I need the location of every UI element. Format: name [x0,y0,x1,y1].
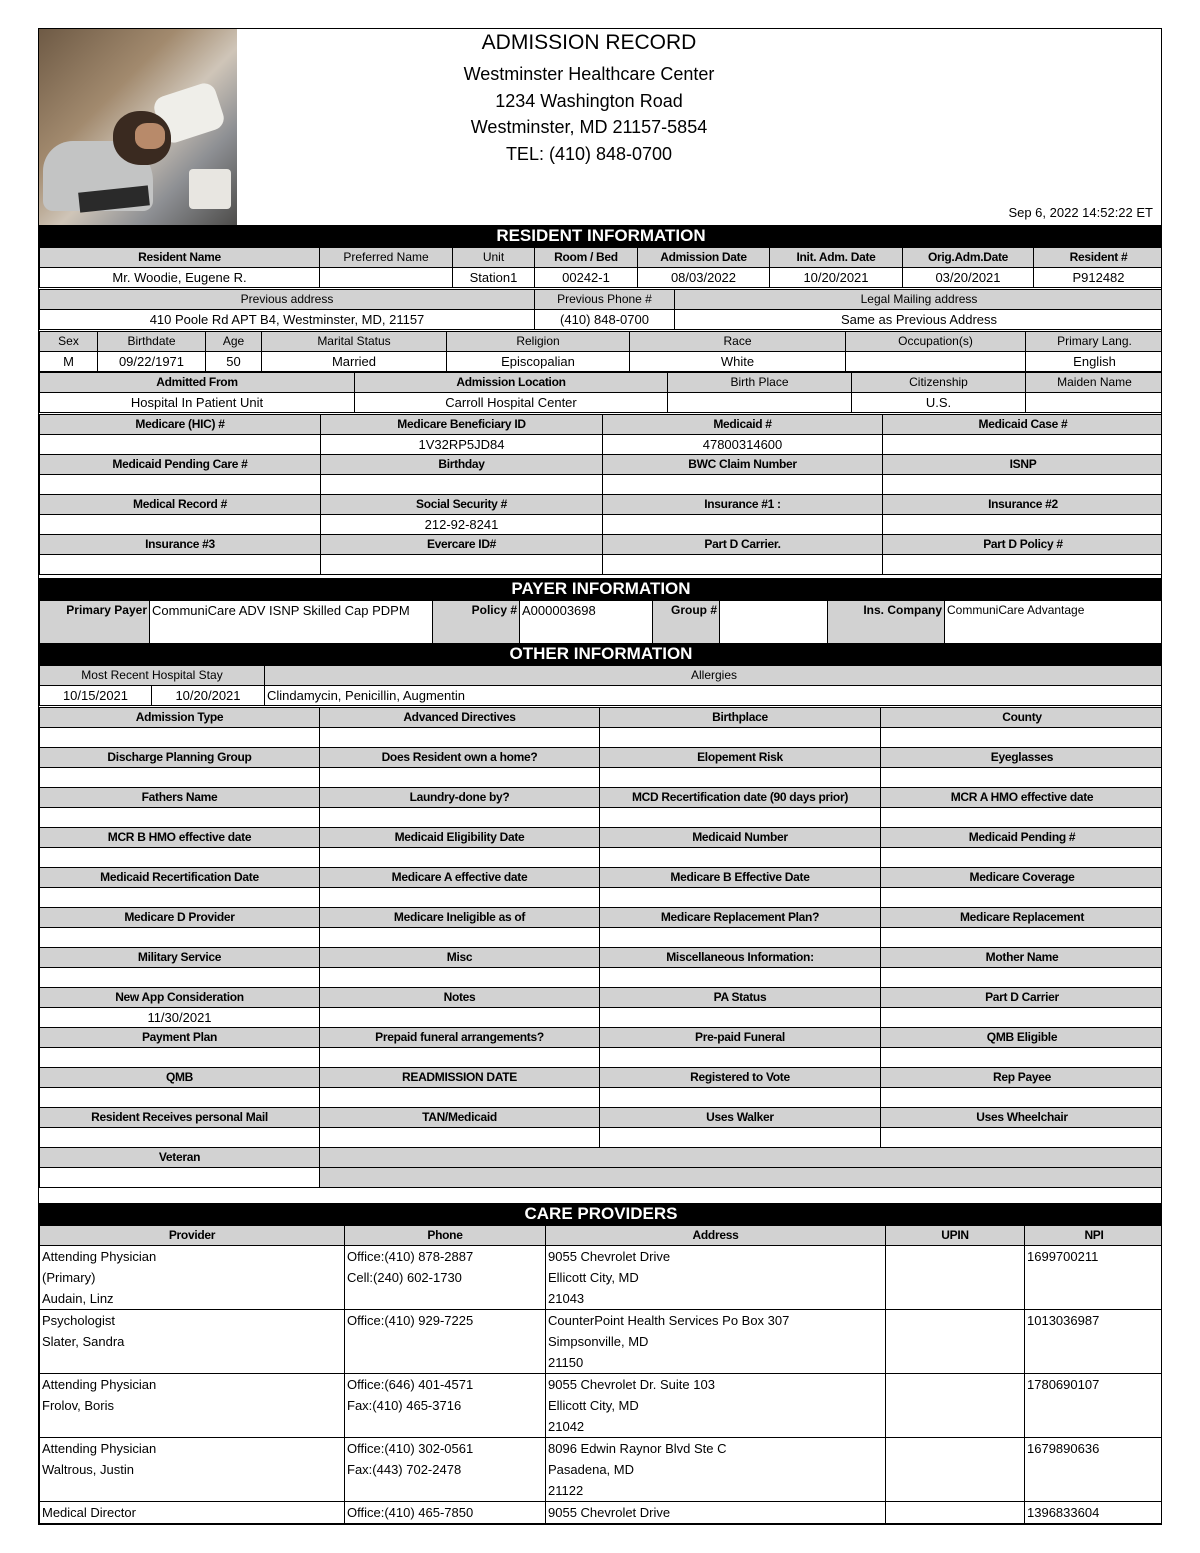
upin-cell [886,1246,1025,1310]
grid-value [40,848,320,868]
provider-cell [40,1438,345,1502]
provider-line: Slater, Sandra [42,1334,125,1349]
grid-value [881,888,1163,908]
grid-value [320,1088,600,1108]
facility-name: Westminster Healthcare Center [463,64,715,84]
grid-label: Prepaid funeral arrangements? [320,1028,600,1048]
value-occupation [846,352,1026,372]
grid-label: Medicare Replacement Plan? [600,908,881,928]
grid-label: QMB Eligible [881,1028,1163,1048]
value-resident-name: Mr. Woodie, Eugene R. [40,268,320,288]
grid-value [40,768,320,788]
value-citizenship: U.S. [852,393,1026,413]
phone-line: Fax:(443) 702-2478 [347,1462,462,1477]
grid-label: Notes [320,988,600,1008]
label-resident-number: Resident # [1034,248,1163,268]
grid-label: Laundry-done by? [320,788,600,808]
phone-line: Office:(410) 302-0561 [347,1441,474,1456]
upin-cell [886,1310,1025,1374]
grid-label: Uses Walker [600,1108,881,1128]
value-marital-status: Married [262,352,447,372]
grid-label: Misc [320,948,600,968]
grid-value [881,728,1163,748]
phone-cell [345,1374,546,1438]
value-preferred-name [320,268,453,288]
grid-label: Medicare Coverage [881,868,1163,888]
address-line: 21043 [548,1291,585,1306]
address-line: 9055 Chevrolet Dr. Suite 103 [548,1377,715,1392]
value-admitted-from: Hospital In Patient Unit [40,393,355,413]
header-npi: NPI [1025,1226,1163,1246]
facility-address-line2: Westminster, MD 21157-5854 [470,117,708,137]
grid-value [883,475,1163,495]
grid-value [40,888,320,908]
label-group: Group # [653,601,720,644]
grid-value [40,968,320,988]
npi-cell: 1396833604 [1025,1502,1163,1524]
grid-value [600,848,881,868]
resident-row4-table [39,372,1162,413]
grid-value [881,928,1163,948]
grid-value [40,1048,320,1068]
phone-line: Office:(410) 465-7850 [347,1505,474,1520]
grid-value [40,515,321,535]
address-line: 21042 [548,1419,585,1434]
label-sex: Sex [40,332,98,352]
value-room-bed: 00242-1 [535,268,638,288]
grid-value [600,888,881,908]
upin-cell [886,1374,1025,1438]
grid-label: Insurance #3 [40,535,321,555]
grid-value [40,555,321,575]
grid-label: Medicare D Provider [40,908,320,928]
grid-value [600,1008,881,1028]
section-other-information: OTHER INFORMATION [39,643,1162,665]
npi-cell: 1013036987 [1025,1310,1163,1374]
grid-value [600,928,881,948]
value-birthdate: 09/22/1971 [98,352,206,372]
section-resident-information: RESIDENT INFORMATION [39,225,1162,247]
grid-value [881,968,1163,988]
value-admission-date: 08/03/2022 [638,268,770,288]
grid-value [40,928,320,948]
grid-value [603,515,883,535]
grid-label: Admission Type [40,708,320,728]
grid-value [600,808,881,828]
grid-label: Mother Name [881,948,1163,968]
address-line: 21150 [548,1355,584,1370]
grid-label: Part D Carrier. [603,535,883,555]
print-timestamp: Sep 6, 2022 14:52:22 ET [1008,205,1153,220]
grid-value [881,1128,1163,1148]
grid-label: ISNP [883,455,1163,475]
header-upin: UPIN [886,1226,1025,1246]
document-title: ADMISSION RECORD [481,31,697,54]
grid-label: Part D Policy # [883,535,1163,555]
npi-cell: 1679890636 [1025,1438,1163,1502]
provider-line: (Primary) [42,1270,96,1285]
grid-value [320,728,600,748]
phone-line: Office:(646) 401-4571 [347,1377,474,1392]
grid-label: Social Security # [321,495,603,515]
grid-value [40,475,321,495]
address-line: 9055 Chevrolet Drive [548,1249,671,1264]
label-marital-status: Marital Status [262,332,447,352]
grid-label: Medicare Beneficiary ID [321,415,603,435]
value-resident-number: P912482 [1034,268,1163,288]
label-allergies: Allergies [265,666,1163,686]
grid-label: Medicaid Recertification Date [40,868,320,888]
care-providers-table [39,1225,1162,1524]
grid-value [40,728,320,748]
provider-line: Medical Director [42,1505,136,1520]
provider-line: Frolov, Boris [42,1398,114,1413]
provider-cell [40,1374,345,1438]
grid-value [883,555,1163,575]
address-line: Pasadena, MD [548,1462,634,1477]
value-previous-phone: (410) 848-0700 [535,310,675,330]
phone-line: Office:(410) 878-2887 [347,1249,474,1264]
grid-value [40,435,321,455]
value-stay-to: 10/20/2021 [152,686,265,706]
label-ins-company: Ins. Company [828,601,945,644]
label-policy: Policy # [433,601,520,644]
provider-line: Attending Physician [42,1249,157,1264]
admission-record-page [38,28,1162,1525]
value-policy: A000003698 [520,601,653,644]
address-line: 8096 Edwin Raynor Blvd Ste C [548,1441,727,1456]
label-citizenship: Citizenship [852,373,1026,393]
address-line: 9055 Chevrolet Drive [548,1505,671,1520]
grid-value [320,808,600,828]
label-maiden-name: Maiden Name [1026,373,1163,393]
value-legal-mailing-address: Same as Previous Address [675,310,1163,330]
value-sex: M [40,352,98,372]
grid-value [320,848,600,868]
grid-value [320,928,600,948]
grid-label: Medicaid Number [600,828,881,848]
label-admitted-from: Admitted From [40,373,355,393]
value-primary-language: English [1026,352,1163,372]
grid-value [603,475,883,495]
resident-row2-table [39,289,1162,330]
payer-table [39,600,1162,644]
grid-label: Registered to Vote [600,1068,881,1088]
address-line: 21122 [548,1483,584,1498]
value-stay-from: 10/15/2021 [40,686,152,706]
grid-value [600,968,881,988]
resident-photo [39,29,237,225]
npi-cell: 1699700211 [1025,1246,1163,1310]
grid-label: Medicare B Effective Date [600,868,881,888]
grid-value [320,1008,600,1028]
grid-value [600,768,881,788]
value-birth-place [668,393,852,413]
grid-value [40,1088,320,1108]
grid-label: Rep Payee [881,1068,1163,1088]
value-age: 50 [206,352,262,372]
grid-label: Insurance #1 : [603,495,883,515]
facility-address-line1: 1234 Washington Road [495,91,683,111]
grid-label: Does Resident own a home? [320,748,600,768]
provider-line: Attending Physician [42,1441,157,1456]
grid-value [321,555,603,575]
provider-cell [40,1310,345,1374]
grid-value [883,435,1163,455]
grid-value [603,555,883,575]
grid-value [600,1088,881,1108]
npi-cell: 1780690107 [1025,1374,1163,1438]
grid-label: Medicare A effective date [320,868,600,888]
label-legal-mailing-address: Legal Mailing address [675,290,1163,310]
veteran-spacer [320,1148,1163,1168]
phone-cell [345,1310,546,1374]
address-line: CounterPoint Health Services Po Box 307 [548,1313,790,1328]
label-admission-location: Admission Location [355,373,668,393]
provider-line: Psychologist [42,1313,115,1328]
address-line: Ellicott City, MD [548,1398,639,1413]
grid-value [40,808,320,828]
grid-label: Pre-paid Funeral [600,1028,881,1048]
grid-label: Insurance #2 [883,495,1163,515]
other-info-grid [39,707,1162,1188]
grid-label: Eyeglasses [881,748,1163,768]
provider-cell [40,1502,345,1524]
resident-row1-table [39,247,1162,288]
header-address: Address [546,1226,886,1246]
grid-label: Medicaid Pending # [881,828,1163,848]
grid-label: County [881,708,1163,728]
value-veteran [40,1168,320,1188]
label-occupation: Occupation(s) [846,332,1026,352]
grid-label: Fathers Name [40,788,320,808]
label-primary-payer: Primary Payer [40,601,150,644]
grid-label: New App Consideration [40,988,320,1008]
grid-value: 1V32RP5JD84 [321,435,603,455]
grid-label: Medical Record # [40,495,321,515]
veteran-spacer [320,1168,1163,1188]
address-cell [546,1310,886,1374]
grid-value [40,1128,320,1148]
provider-row [40,1246,1163,1310]
value-allergies: Clindamycin, Penicillin, Augmentin [265,686,1163,706]
value-previous-address: 410 Poole Rd APT B4, Westminster, MD, 21157 [40,310,535,330]
value-unit: Station1 [453,268,535,288]
grid-label: Evercare ID# [321,535,603,555]
grid-value [881,1088,1163,1108]
grid-value [881,1008,1163,1028]
label-orig-adm-date: Orig.Adm.Date [903,248,1034,268]
phone-line: Office:(410) 929-7225 [347,1313,474,1328]
grid-value [881,848,1163,868]
phone-line: Fax:(410) 465-3716 [347,1398,462,1413]
label-room-bed: Room / Bed [535,248,638,268]
address-cell [546,1502,886,1524]
provider-row [40,1502,1163,1524]
hospital-stay-table [39,665,1162,706]
grid-label: MCR A HMO effective date [881,788,1163,808]
grid-label: Medicaid Case # [883,415,1163,435]
grid-label: Military Service [40,948,320,968]
value-primary-payer: CommuniCare ADV ISNP Skilled Cap PDPM [150,601,433,644]
label-recent-hospital-stay: Most Recent Hospital Stay [40,666,265,686]
resident-id-grid [39,414,1162,575]
label-veteran: Veteran [40,1148,320,1168]
label-unit: Unit [453,248,535,268]
upin-cell [886,1502,1025,1524]
resident-row3-table [39,331,1162,372]
grid-label: Miscellaneous Information: [600,948,881,968]
header-provider: Provider [40,1226,345,1246]
grid-label: MCD Recertification date (90 days prior) [600,788,881,808]
label-init-adm-date: Init. Adm. Date [770,248,903,268]
grid-label: Medicare (HIC) # [40,415,321,435]
grid-label: BWC Claim Number [603,455,883,475]
grid-value: 212-92-8241 [321,515,603,535]
phone-cell [345,1438,546,1502]
grid-value [600,728,881,748]
label-resident-name: Resident Name [40,248,320,268]
phone-cell [345,1246,546,1310]
grid-label: MCR B HMO effective date [40,828,320,848]
grid-label: Discharge Planning Group [40,748,320,768]
grid-label: Birthplace [600,708,881,728]
grid-value: 47800314600 [603,435,883,455]
label-previous-phone: Previous Phone # [535,290,675,310]
grid-label: Birthday [321,455,603,475]
upin-cell [886,1438,1025,1502]
provider-line: Audain, Linz [42,1291,114,1306]
grid-value [321,475,603,495]
facility-phone: TEL: (410) 848-0700 [505,144,673,164]
address-cell [546,1246,886,1310]
grid-label: Medicare Ineligible as of [320,908,600,928]
grid-value [320,768,600,788]
grid-label: Medicare Replacement [881,908,1163,928]
grid-value [320,968,600,988]
value-init-adm-date: 10/20/2021 [770,268,903,288]
provider-row [40,1438,1163,1502]
value-maiden-name [1026,393,1163,413]
phone-line: Cell:(240) 602-1730 [347,1270,462,1285]
label-birthdate: Birthdate [98,332,206,352]
label-preferred-name: Preferred Name [320,248,453,268]
value-religion: Episcopalian [447,352,630,372]
value-ins-company: CommuniCare Advantage [945,601,1163,644]
value-orig-adm-date: 03/20/2021 [903,268,1034,288]
address-line: Simpsonville, MD [548,1334,649,1349]
grid-value [320,888,600,908]
value-admission-location: Carroll Hospital Center [355,393,668,413]
grid-value [320,1128,600,1148]
grid-label: TAN/Medicaid [320,1108,600,1128]
grid-label: Part D Carrier [881,988,1163,1008]
value-group [720,601,828,644]
address-cell [546,1374,886,1438]
value-race: White [630,352,846,372]
grid-label: Resident Receives personal Mail [40,1108,320,1128]
grid-value: 11/30/2021 [40,1008,320,1028]
provider-line: Attending Physician [42,1377,157,1392]
label-age: Age [206,332,262,352]
grid-label: READMISSION DATE [320,1068,600,1088]
address-line: Ellicott City, MD [548,1270,639,1285]
grid-label: QMB [40,1068,320,1088]
provider-row [40,1374,1163,1438]
label-birth-place: Birth Place [668,373,852,393]
address-cell [546,1438,886,1502]
provider-line: Waltrous, Justin [42,1462,134,1477]
grid-label: Payment Plan [40,1028,320,1048]
provider-cell [40,1246,345,1310]
grid-label: Advanced Directives [320,708,600,728]
header-phone: Phone [345,1226,546,1246]
label-race: Race [630,332,846,352]
grid-label: Medicaid Eligibility Date [320,828,600,848]
grid-value [600,1048,881,1068]
grid-value [881,768,1163,788]
provider-row [40,1310,1163,1374]
grid-value [881,1048,1163,1068]
grid-value [320,1048,600,1068]
grid-value [881,808,1163,828]
label-primary-language: Primary Lang. [1026,332,1163,352]
grid-label: Medicaid Pending Care # [40,455,321,475]
grid-label: Uses Wheelchair [881,1108,1163,1128]
grid-label: Elopement Risk [600,748,881,768]
section-care-providers: CARE PROVIDERS [39,1203,1162,1225]
section-payer-information: PAYER INFORMATION [39,578,1162,600]
grid-label: Medicaid # [603,415,883,435]
phone-cell [345,1502,546,1524]
grid-value [883,515,1163,535]
label-previous-address: Previous address [40,290,535,310]
label-religion: Religion [447,332,630,352]
label-admission-date: Admission Date [638,248,770,268]
grid-label: PA Status [600,988,881,1008]
grid-value [600,1128,881,1148]
